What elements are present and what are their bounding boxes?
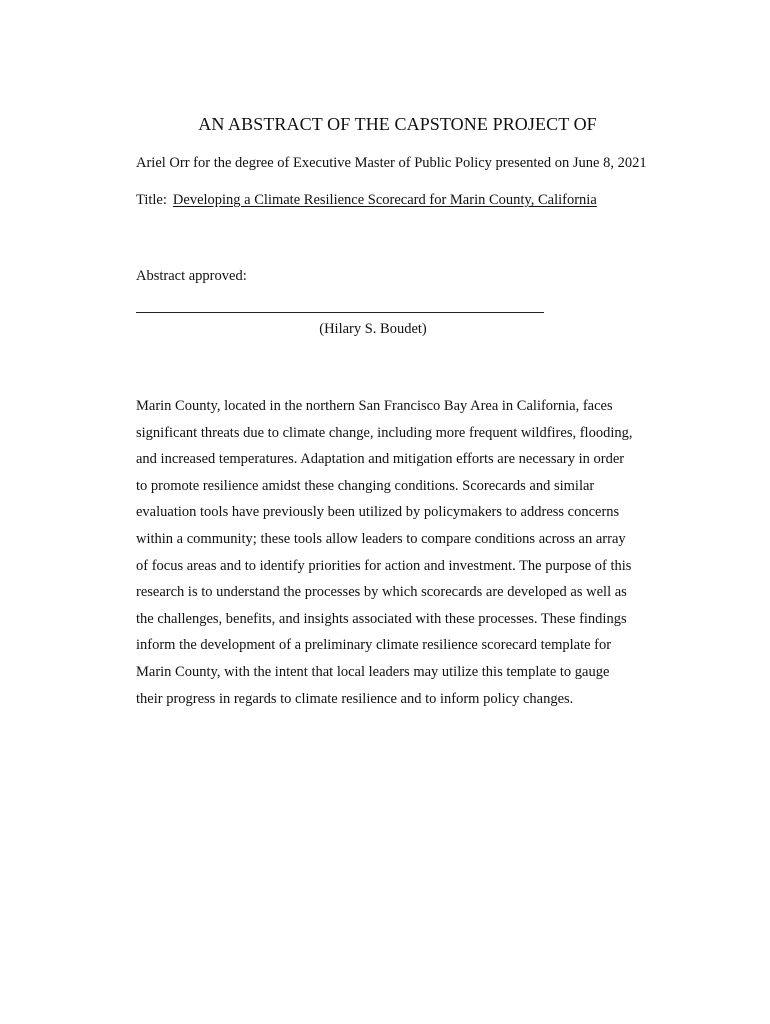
author-degree-line: Ariel Orr for the degree of Executive Master of Public Policy presented on June 8, 2021 (136, 155, 647, 171)
abstract-line: within a community; these tools allow leaders to compare conditions across an array (136, 530, 626, 547)
abstract-line: of focus areas and to identify priorities for action and investment. The purpose of this (136, 557, 632, 574)
advisor-name: (Hilary S. Boudet) (319, 321, 427, 337)
abstract-line: evaluation tools have previously been utilized by policymakers to address concerns (136, 504, 620, 521)
abstract-line: inform the development of a preliminary climate resilience scorecard template for (136, 637, 612, 654)
title-label: Title: (136, 192, 167, 208)
abstract-line: their progress in regards to climate resilience and to inform policy changes. (136, 690, 574, 707)
abstract-line: research is to understand the processes by which scorecards are developed as well as (136, 584, 627, 601)
signature-line (136, 312, 544, 313)
abstract-line: Marin County, located in the northern San Francisco Bay Area in California, faces (136, 398, 613, 414)
page-title: AN ABSTRACT OF THE CAPSTONE PROJECT OF (198, 114, 597, 134)
abstract-approved-label: Abstract approved: (136, 268, 247, 284)
project-title: Developing a Climate Resilience Scorecard for Marin County, California (172, 192, 597, 208)
abstract-line: the challenges, benefits, and insights associated with these processes. These findings (136, 610, 627, 627)
abstract-line: and increased temperatures. Adaptation and mitigation efforts are necessary in order (136, 451, 625, 468)
abstract-body (136, 393, 676, 712)
abstract-line: Marin County, with the intent that local leaders may utilize this template to gauge (136, 663, 610, 680)
abstract-line: significant threats due to climate change, including more frequent wildfires, flooding, (136, 424, 633, 441)
abstract-line: to promote resilience amidst these changing conditions. Scorecards and similar (136, 477, 595, 494)
project-title-line (136, 192, 597, 209)
